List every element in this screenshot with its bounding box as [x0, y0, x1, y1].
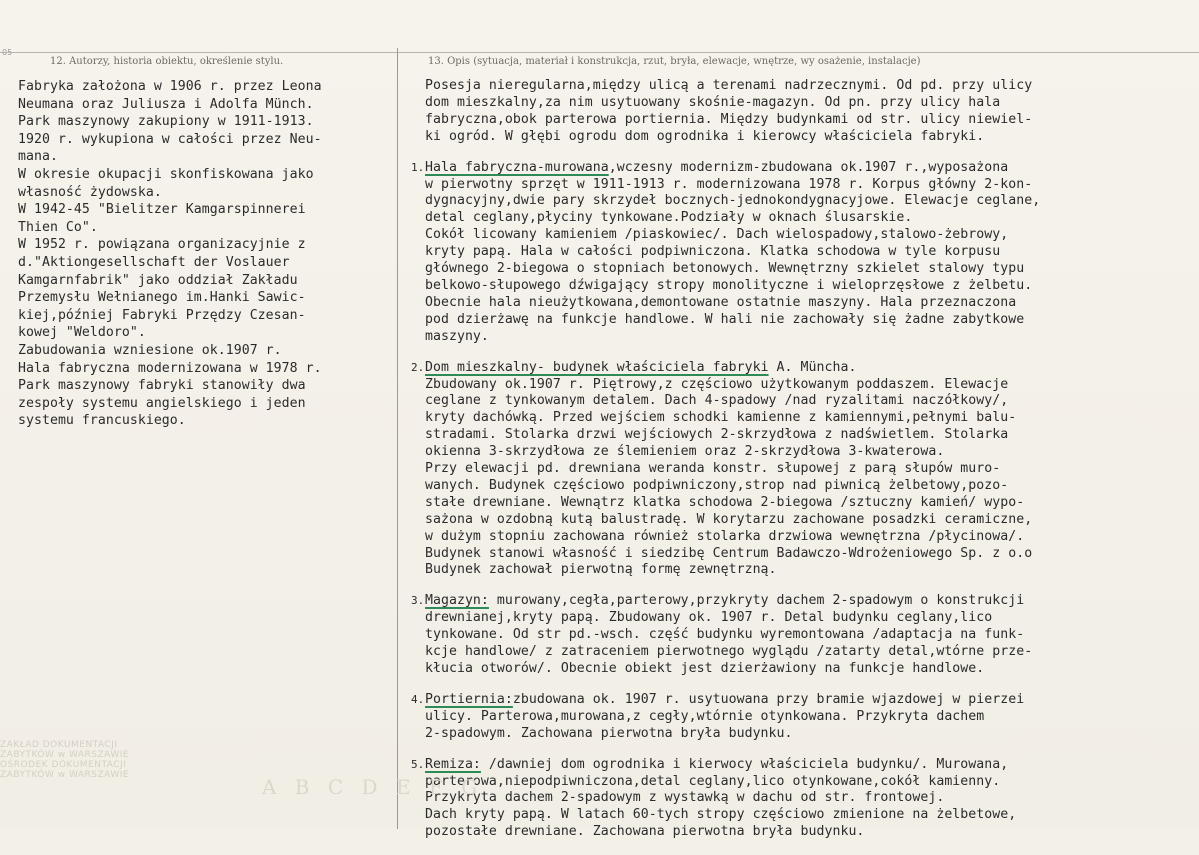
section-first-line [425, 593, 1185, 610]
stamp-line: ZAKŁAD DOKUMENTACJI [0, 740, 118, 750]
left-column-header: 12. Autorzy, historia obiektu, określenie stylu. [50, 56, 284, 67]
section-line: parterowa,niepodpiwniczona,detal ceglany,lico otynkowane,cokół kamienny. [425, 773, 1001, 789]
building-section [411, 756, 1185, 842]
section-heading-rest: murowany,cegła,parterowy,przykryty dachem 2-spadowym o konstrukcji [488, 593, 1025, 609]
building-section [411, 359, 1185, 580]
section-line: pozostałe drewniane. Zachowana pierwotna bryła budynku. [425, 824, 865, 840]
stamp-line: ZABYTKÓW w WARSZAWIE [0, 750, 130, 760]
history-line: 1920 r. wykupiona w całości przez Neu- [18, 131, 322, 147]
section-line: kryty dachówką. Przed wejściem schodki kamienne z kamiennymi,pełnymi balu- [425, 410, 1017, 426]
intro-line: fabryczna,obok parterowa portiernia. Między budynkami od str. ulicy niewiel- [425, 111, 1033, 127]
site-description [425, 78, 1185, 146]
section-line: kcje handlowe/ z zatraceniem pierwotnego wyglądu /zatarty detal,wtórne prze- [425, 644, 1033, 660]
history-line: mana. [18, 149, 58, 165]
section-first-line [425, 160, 1185, 177]
section-first-line [425, 757, 1185, 774]
building-sections [411, 159, 1185, 842]
faded-stamp [0, 740, 250, 829]
section-heading-rest: zbudowana ok. 1907 r. usytuowana przy bramie wjazdowej w pierzei [512, 691, 1025, 707]
history-line: Thien Co". [18, 219, 98, 235]
history-line: Park maszynowy zakupiony w 1911-1913. [18, 114, 314, 130]
history-line: kowej "Weldoro". [18, 325, 146, 341]
stamp-line: OŚRODEK DOKUMENTACJI [0, 760, 127, 770]
watermark-letters: A B C D E F G [262, 775, 484, 799]
section-line: dygnacyjny,dwie pary skrzydeł bocznych-jednokondygnacyjowe. Elewacje ceglane, [425, 193, 1041, 209]
top-rule [0, 52, 1199, 53]
history-line: Hala fabryczna modernizowana w 1978 r. [18, 360, 322, 376]
history-line: d."Aktiongesellschaft der Voslauer [18, 254, 290, 270]
building-section [411, 593, 1185, 678]
section-line: kłucia otworów/. Obecnie obiekt jest dzierżawiony na funkcje handlowe. [425, 661, 985, 676]
section-line: Budynek stanowi własność i siedzibę Centrum Badawczo-Wdrożeniowego Sp. z o.o [425, 545, 1033, 561]
section-heading-rest: ,wczesny modernizm-zbudowana ok.1907 r.,wyposażona [608, 159, 1009, 175]
history-line: Przemysłu Wełnianego im.Hanki Sawic- [18, 290, 306, 306]
column-divider [397, 48, 398, 829]
section-line: Obecnie hala nieużytkowana,demontowane ostatnie maszyny. Hala przeznaczona [425, 294, 1017, 310]
section-first-line [425, 360, 1185, 377]
building-section [411, 691, 1185, 743]
section-line: głównego 2-biegowa o stopniach betonowych. Wewnętrzny szkielet stalowy typu [425, 261, 1025, 277]
section-heading: Dom mieszkalny- budynek właściciela fabryki [425, 359, 769, 375]
section-line: Dach kryty papą. W latach 60-tych stropy częściowo zmienione na żelbetowe, [425, 807, 1017, 823]
section-heading-rest: /dawniej dom ogrodnika i kierwocy właściciela budynku/. Murowana, [480, 756, 1009, 772]
history-line: systemu francuskiego. [18, 413, 186, 429]
history-line: własność żydowska. [18, 184, 162, 200]
section-number: 1. [411, 160, 425, 174]
section-line: Przy elewacji pd. drewniana weranda konstr. słupowej z parą słupów muro- [425, 461, 1001, 477]
section-number: 5. [411, 757, 425, 771]
left-column-text [18, 78, 394, 430]
history-line: Zabudowania wzniesione ok.1907 r. [18, 342, 282, 358]
section-heading: Remiza: [425, 756, 481, 772]
section-line: wanych. Budynek częściowo podpiwniczony,strop nad piwnicą żelbetowy,pozo- [425, 477, 1009, 493]
building-section [411, 159, 1185, 346]
section-line: kryty papą. Hala w całości podpiwniczona. Klatka schodowa w tyle korpusu [425, 244, 1001, 260]
section-line: pod dzierżawę na funkcje handlowe. W hali nie zachowały się żadne zabytkowe [425, 311, 1025, 327]
right-column-text [411, 78, 1185, 855]
section-line: Budynek zachował pierwotną formę zewnętrzną. [425, 562, 777, 578]
section-first-line [425, 692, 1185, 709]
section-number: 2. [411, 360, 425, 374]
history-line: W okresie okupacji skonfiskowana jako [18, 166, 314, 182]
section-number: 4. [411, 692, 425, 706]
section-line: w dużym stopniu zachowana również stolarka drzwiowa wewnętrzna /płycinowa/. [425, 528, 1025, 544]
section-line: stałe drewniane. Wewnątrz klatka schodowa 2-biegowa /sztuczny kamień/ wypo- [425, 494, 1025, 510]
section-heading: Hala fabryczna-murowana [425, 159, 609, 175]
section-line: w pierwotny sprzęt w 1911-1913 r. modernizowana 1978 r. Korpus główny 2-kon- [425, 176, 1033, 192]
history-line: Park maszynowy fabryki stanowiły dwa [18, 378, 306, 394]
section-number: 3. [411, 594, 425, 608]
stamp-line: ZABYTKÓW w WARSZAWIE [0, 770, 130, 780]
section-line: ulicy. Parterowa,murowana,z cegły,wtórnie otynkowana. Przykryta dachem [425, 708, 985, 724]
section-heading: Portiernia: [425, 691, 513, 707]
history-line: kiej,później Fabryki Przędzy Czesan- [18, 307, 306, 323]
section-line: ceglane z tynkowanym detalem. Dach 4-spadowy /nad ryzalitami naczółkowy/, [425, 393, 1009, 409]
history-line: Kamgarnfabrik" jako oddział Zakładu [18, 272, 298, 288]
section-line: stradami. Stolarka drzwi wejściowych 2-skrzydłowa z nadświetlem. Stolarka [425, 427, 1009, 443]
intro-line: dom mieszkalny,za nim usytuowany skośnie-magazyn. Od pn. przy ulicy hala [425, 94, 1001, 110]
section-line: Zbudowany ok.1907 r. Piętrowy,z częściowo użytkowanym poddaszem. Elewacje [425, 376, 1009, 392]
section-heading: Magazyn: [425, 593, 489, 609]
intro-line: ki ogród. W głębi ogrodu dom ogrodnika i kierowcy właściciela fabryki. [425, 128, 985, 144]
section-line: okienna 3-skrzydłowa ze ślemieniem oraz 2-skrzydłowa 3-kwaterowa. [425, 444, 945, 460]
section-line: 2-spadowym. Zachowana pierwotna bryła budynku. [425, 725, 793, 741]
section-line: maszyny. [425, 328, 489, 344]
section-line: sażona w ozdobną kutą balustradę. W korytarzu zachowane posadzki ceramiczne, [425, 511, 1033, 527]
section-line: detal ceglany,płyciny tynkowane.Podziały w oknach ślusarskie. [425, 210, 913, 226]
history-line: Fabryka założona w 1906 r. przez Leona [18, 79, 322, 94]
section-line: drewnianej,kryty papą. Zbudowany ok. 1907 r. Detal budynku ceglany,lico [425, 610, 993, 626]
history-line: Neumana oraz Juliusza i Adolfa Münch. [18, 96, 314, 112]
history-line: zespoły systemu angielskiego i jeden [18, 395, 306, 411]
section-line: Przykryta dachem 2-spadowym z wystawką w dachu od str. frontowej. [425, 790, 945, 806]
history-line: W 1942-45 "Bielitzer Kamgarspinnerei [18, 202, 306, 218]
right-column-header: 13. Opis (sytuacja, materiał i konstrukcja, rzut, bryła, elewacje, wnętrze, wy osażenie, instalacje) [428, 56, 921, 67]
history-line: W 1952 r. powiązana organizacyjnie z [18, 237, 306, 253]
section-line: tynkowane. Od str pd.-wsch. część budynku wyremontowana /adaptacja na funk- [425, 627, 1025, 643]
section-heading-rest: A. Müncha. [768, 359, 857, 375]
section-line: belkowo-słupowego dźwigający stropy monolityczne i wieloprzęsłowe z żelbetu. [425, 277, 1033, 293]
section-line: Cokół licowany kamieniem /piaskowiec/. Dach wielospadowy,stalowo-żebrowy, [425, 227, 1009, 243]
intro-line: Posesja nieregularna,między ulicą a terenami nadrzecznymi. Od pd. przy ulicy [425, 78, 1033, 93]
